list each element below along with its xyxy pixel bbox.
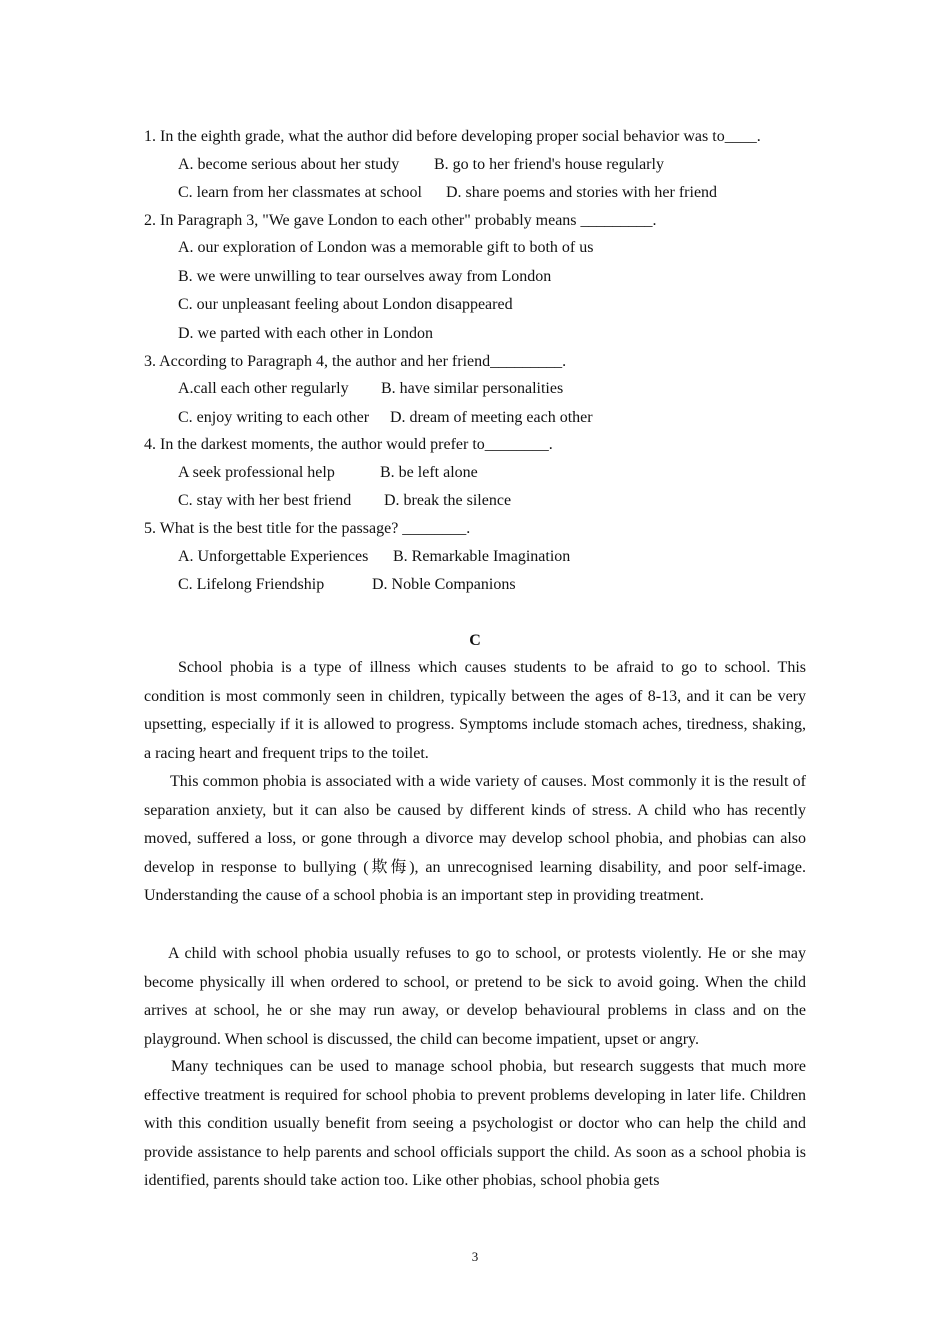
question-1-option-b: B. go to her friend's house regularly <box>434 156 664 173</box>
question-3-option-a: A.call each other regularly <box>178 380 349 397</box>
question-5-option-a: A. Unforgettable Experiences <box>178 548 369 565</box>
question-4-option-a: A seek professional help <box>178 464 335 481</box>
question-4-option-c: C. stay with her best friend <box>178 492 352 509</box>
question-2-option-c: C. our unpleasant feeling about London disappeared <box>178 296 513 313</box>
question-5-option-c: C. Lifelong Friendship <box>178 576 325 593</box>
question-4-option-d: D. break the silence <box>384 492 512 509</box>
passage-paragraph-3: A child with school phobia usually refuses to go to school, or protests violently. He or she may become physically ill when ordered to school, or pretend to be sick to avoid going. When the child arrives at school, he or she may run away, or develop behavioural problems in class and on the playground. When school is discussed, the child can become impatient, upset or angry. <box>144 945 806 1048</box>
question-3-stem: 3. According to Paragraph 4, the author and her friend_________. <box>144 353 567 370</box>
passage-paragraph-1: School phobia is a type of illness which causes students to be afraid to go to school. This condition is most commonly seen in children, typically between the ages of 8-13, and it can be very upsetting, especially if it is allowed to progress. Symptoms include stomach aches, tiredness, shaking, a racing heart and frequent trips to the toilet. <box>144 659 806 762</box>
question-1-option-d: D. share poems and stories with her friend <box>446 184 718 201</box>
question-4-stem: 4. In the darkest moments, the author would prefer to________. <box>144 436 553 453</box>
question-1-stem: 1. In the eighth grade, what the author did before developing proper social behavior was to____. <box>144 128 761 145</box>
question-2-option-d: D. we parted with each other in London <box>178 325 434 342</box>
question-2-option-a: A. our exploration of London was a memorable gift to both of us <box>178 239 594 256</box>
question-5-stem: 5. What is the best title for the passage? ________. <box>144 520 471 537</box>
question-2-stem: 2. In Paragraph 3, "We gave London to each other" probably means _________. <box>144 212 657 229</box>
passage-paragraph-2: This common phobia is associated with a wide variety of causes. Most commonly it is the result of separation anxiety, but it can also be caused by different kinds of stress. A child who has recently moved, suffered a loss, or gone through a divorce may develop school phobia, and phobias can also develop in response to bullying (欺侮), an unrecognised learning disability, and poor self-image. Understanding the cause of a school phobia is an important step in providing treatment. <box>144 773 806 905</box>
question-5-option-b: B. Remarkable Imagination <box>393 548 571 565</box>
question-1-option-a: A. become serious about her study <box>178 156 400 173</box>
question-5-option-d: D. Noble Companions <box>372 576 516 593</box>
question-3-option-c: C. enjoy writing to each other <box>178 409 370 426</box>
question-2-option-b: B. we were unwilling to tear ourselves away from London <box>178 268 552 285</box>
question-3-option-d: D. dream of meeting each other <box>390 409 593 426</box>
question-3-option-b: B. have similar personalities <box>381 380 564 397</box>
page-number: 3 <box>471 1249 479 1264</box>
question-1-option-c: C. learn from her classmates at school <box>178 184 422 201</box>
passage-title: C <box>469 632 481 649</box>
passage-paragraph-4: Many techniques can be used to manage school phobia, but research suggests that much more effective treatment is required for school phobia to prevent problems developing in later life. Children with this condition usually benefit from seeing a psychologist or doctor who can help the child and provide assistance to help parents and school officials support the child. As soon as a school phobia is identified, parents should take action too. Like other phobias, school phobia gets <box>144 1058 806 1190</box>
question-4-option-b: B. be left alone <box>380 464 478 481</box>
